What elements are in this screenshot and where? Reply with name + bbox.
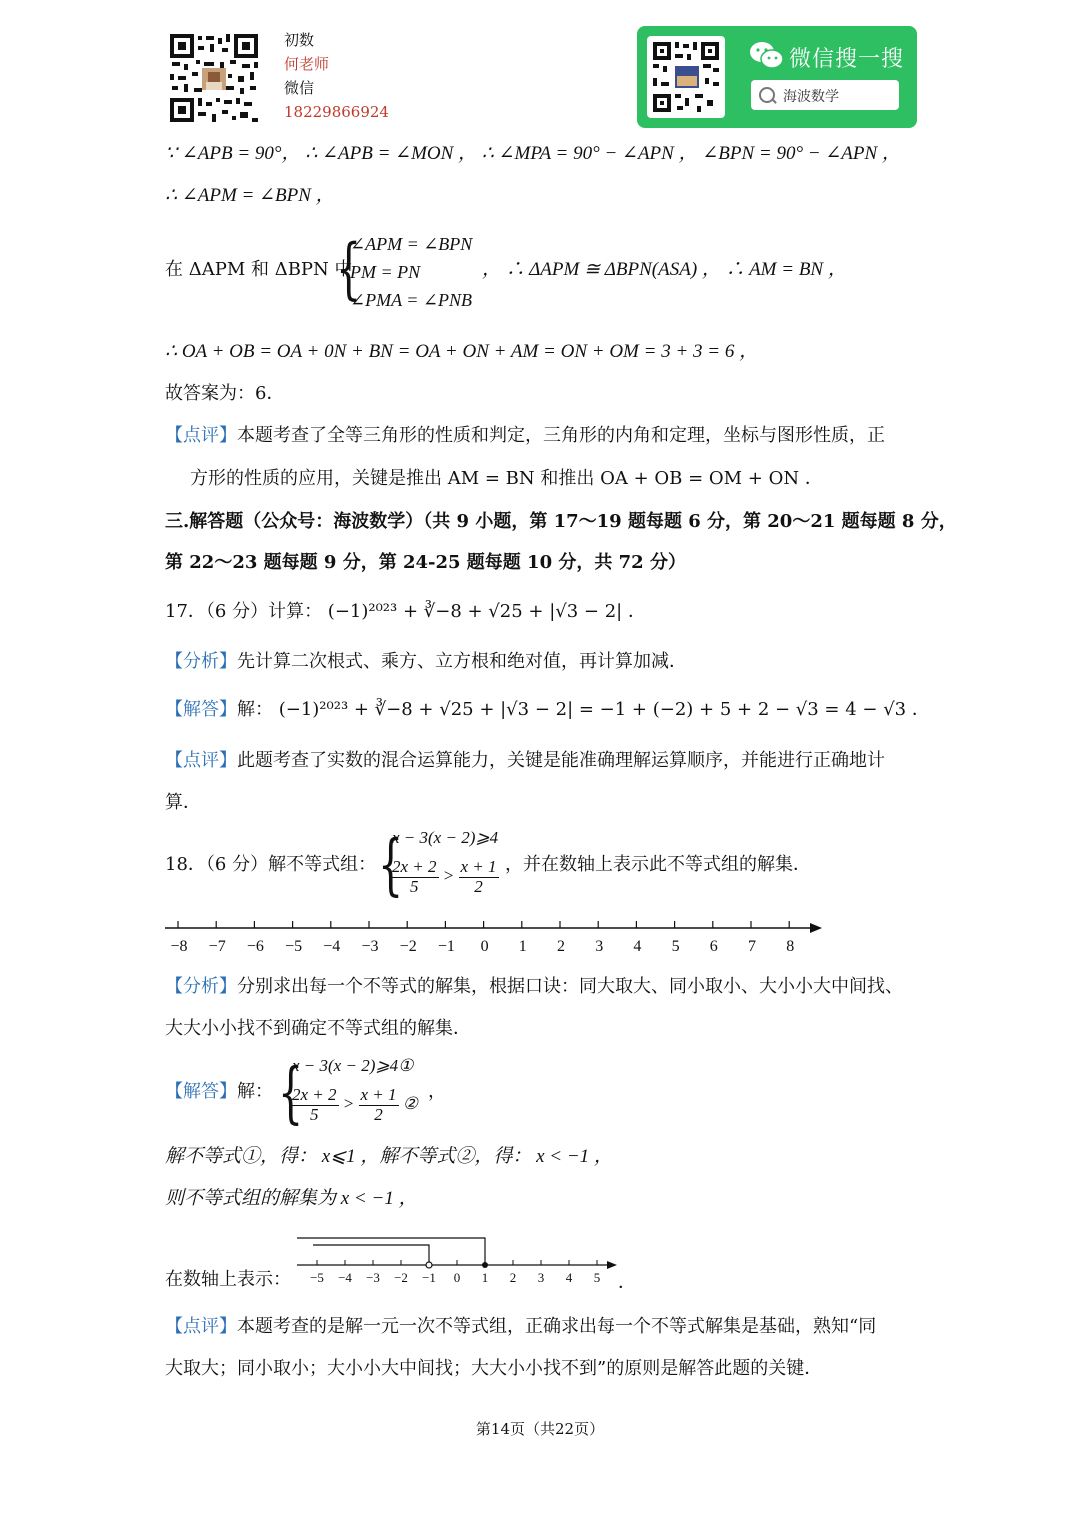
proof-line-2: ∴ ∠APM = ∠BPN ， xyxy=(165,185,335,206)
review-block-1 xyxy=(165,424,885,448)
q18-step-2: 则不等式组的解集为 x < −1 ， xyxy=(165,1188,418,1209)
frac-den: 5 xyxy=(410,876,419,896)
congruence-cond-1: ∠APM = ∠BPN xyxy=(350,234,473,254)
q17-review xyxy=(165,749,885,773)
q18-ineq-2 xyxy=(390,858,499,896)
q18-sol-comma: ， xyxy=(428,1081,446,1102)
axis-tick-label: −3 xyxy=(361,938,379,955)
q18-ineq-1: x − 3(x − 2)⩾4 xyxy=(392,828,499,847)
axis-tick-label: 4 xyxy=(565,1270,573,1285)
solution-bracket-x-lt-neg1 xyxy=(313,1245,429,1265)
solution-text: 解： xyxy=(237,1081,273,1102)
banner-qr-code xyxy=(647,36,725,118)
axis-tick-label: −7 xyxy=(208,938,226,955)
frac-num: x + 1 xyxy=(360,1085,397,1104)
number-line-2-labels xyxy=(295,1270,625,1290)
gt-sign: > xyxy=(442,866,455,886)
axis-tick-label: −2 xyxy=(394,1270,408,1285)
axis-tick-label: 8 xyxy=(786,938,795,955)
review-tag: 【点评】 xyxy=(165,750,237,771)
q18-step-3-end: ． xyxy=(618,1272,636,1293)
proof-line-3-pre xyxy=(165,258,353,282)
question-18-pre: 18．（6 分）解不等式组： xyxy=(165,854,377,875)
axis-tick-label: 4 xyxy=(633,938,642,955)
review-text: 本题考查的是解一元一次不等式组，正确求出每一个不等式解集是基础，熟知“同 xyxy=(237,1316,877,1337)
question-18-post: ，并在数轴上表示此不等式组的解集． xyxy=(505,854,811,875)
qr-code xyxy=(168,32,260,124)
congruence-conclusion: ， ∴ ΔAPM ≅ ΔBPN(ASA) ， ∴ AM = BN ， xyxy=(482,259,847,280)
number-line-solution xyxy=(295,1230,625,1270)
wechat-icon xyxy=(749,40,785,70)
q17-solution xyxy=(165,698,930,722)
q18-step-3: 在数轴上表示： xyxy=(165,1269,291,1290)
congruence-intro: 在 ΔAPM 和 ΔBPN 中 xyxy=(165,259,353,280)
solution-text: 解： (−1)²⁰²³ + ∛−8 + √25 + |√3 − 2| = −1 + (−2) + 5 + 2 − √3 = 4 − √3 ． xyxy=(237,699,930,720)
frac-num: x + 1 xyxy=(460,857,497,876)
system-brace-2: { xyxy=(378,826,404,903)
q18-review-2: 大取大；同小取小；大小小大中间找；大大小小找不到”的原则是解答此题的关键． xyxy=(165,1358,823,1379)
analysis-text: 分别求出每一个不等式的解集，根据口诀：同大取大、同小取小、大小小大中间找、 xyxy=(237,976,903,997)
axis-tick-label: −1 xyxy=(437,938,455,955)
contact-teacher: 何老师 xyxy=(284,55,330,73)
axis-tick-label: 7 xyxy=(748,938,756,955)
q17-analysis xyxy=(165,650,687,674)
axis-tick-label: −3 xyxy=(366,1270,380,1285)
axis-tick-label: 6 xyxy=(709,938,718,955)
axis-tick-label: 2 xyxy=(509,1270,517,1285)
open-point xyxy=(426,1262,432,1268)
frac-den: 2 xyxy=(374,1104,383,1124)
frac-den: 2 xyxy=(474,876,483,896)
axis-tick-label: 5 xyxy=(593,1270,601,1285)
gt-sign: > xyxy=(342,1094,355,1114)
axis-tick-label: −8 xyxy=(170,938,188,955)
search-icon xyxy=(759,87,775,103)
review-text-2: 方形的性质的应用，关键是推出 AM = BN 和推出 OA + OB = OM + ON ． xyxy=(190,468,823,489)
contact-phone: 18229866924 xyxy=(284,103,389,121)
axis-tick-label: 2 xyxy=(557,938,565,955)
proof-line-4: ∴ OA + OB = OA + 0N + BN = OA + ON + AM = ON + OM = 3 + 3 = 6 ， xyxy=(165,341,759,362)
axis-tick-label: −4 xyxy=(338,1270,352,1285)
contact-info xyxy=(284,28,389,124)
frac-num: 2x + 2 xyxy=(392,857,437,876)
axis-tick-label: 1 xyxy=(481,1270,489,1285)
q17-review-2: 算． xyxy=(165,792,201,813)
frac-num: 2x + 2 xyxy=(292,1085,337,1104)
analysis-tag: 【分析】 xyxy=(165,651,237,672)
q18-analysis xyxy=(165,975,903,999)
axis-tick-label: 3 xyxy=(595,938,604,955)
wechat-search-banner[interactable] xyxy=(637,26,917,128)
congruence-cond-3: ∠PMA = ∠PNB xyxy=(350,290,472,310)
analysis-text: 先计算二次根式、乘方、立方根和绝对值，再计算加减． xyxy=(237,651,687,672)
review-text: 本题考查了全等三角形的性质和判定，三角形的内角和定理，坐标与图形性质，正 xyxy=(237,425,885,446)
analysis-tag: 【分析】 xyxy=(165,976,237,997)
axis-tick-label: 0 xyxy=(453,1270,461,1285)
solution-tag: 【解答】 xyxy=(165,1081,237,1102)
frac-den: 5 xyxy=(310,1104,319,1124)
number-line-labels xyxy=(160,938,840,960)
proof-line-1: ∵ ∠APB = 90°， ∴ ∠APB = ∠MON ， ∴ ∠MPA = 90° − ∠APN ， ∠BPN = 90° − ∠APN ， xyxy=(165,143,901,164)
system-brace-1: { xyxy=(336,230,362,307)
q18-analysis-2: 大大小小找不到确定不等式组的解集． xyxy=(165,1018,471,1039)
question-17: 17．（6 分）计算： (−1)²⁰²³ + ∛−8 + √25 + |√3 − 2| ． xyxy=(165,601,646,622)
closed-point xyxy=(482,1262,488,1268)
banner-search-box[interactable] xyxy=(751,80,899,110)
review-text: 此题考查了实数的混合运算能力，关键是能准确理解运算顺序，并能进行正确地计 xyxy=(237,750,885,771)
q18-step-1: 解不等式①，得： x⩽1 ，解不等式②，得： x < −1 ， xyxy=(165,1146,613,1167)
page-footer: 第14页（共22页） xyxy=(475,1420,605,1438)
contact-wechat-label: 微信 xyxy=(284,79,315,97)
axis-tick-label: −1 xyxy=(422,1270,436,1285)
answer-line: 故答案为：6． xyxy=(165,383,285,404)
q18-sol-ineq-2 xyxy=(290,1086,418,1124)
section-title-1: 三.解答题（公众号：海波数学）（共 9 小题，第 17～19 题每题 6 分，第 20～21 题每题 8 分， xyxy=(165,511,957,532)
axis-tick-label: −5 xyxy=(310,1270,324,1285)
system-brace-3: { xyxy=(278,1054,304,1131)
review-tag: 【点评】 xyxy=(165,425,237,446)
banner-search-text: 海波数学 xyxy=(783,89,839,105)
axis-tick-label: 5 xyxy=(671,938,680,955)
banner-qr-image xyxy=(647,36,725,118)
review-tag: 【点评】 xyxy=(165,1316,237,1337)
axis-tick-label: 1 xyxy=(518,938,527,955)
axis-tick-label: 3 xyxy=(537,1270,545,1285)
q18-solution-pre xyxy=(165,1080,273,1104)
banner-title: 微信搜一搜 xyxy=(789,47,905,72)
congruence-system xyxy=(350,230,472,314)
q18-review xyxy=(165,1315,876,1339)
contact-line1: 初数 xyxy=(284,31,315,49)
qr-code-image xyxy=(168,32,260,124)
axis-tick-label: 0 xyxy=(480,938,489,955)
axis-tick-label: −5 xyxy=(285,938,303,955)
congruence-cond-2: PM = PN xyxy=(350,262,421,282)
solution-tag: 【解答】 xyxy=(165,699,237,720)
axis-tick-label: −2 xyxy=(399,938,417,955)
q18-sol-ineq-1: x − 3(x − 2)⩾4① xyxy=(292,1056,414,1075)
axis-tick-label: −4 xyxy=(323,938,341,955)
circle-2: ② xyxy=(402,1094,419,1114)
section-title-2: 第 22～23 题每题 9 分，第 24-25 题每题 10 分，共 72 分） xyxy=(165,552,686,573)
axis-tick-label: −6 xyxy=(246,938,264,955)
